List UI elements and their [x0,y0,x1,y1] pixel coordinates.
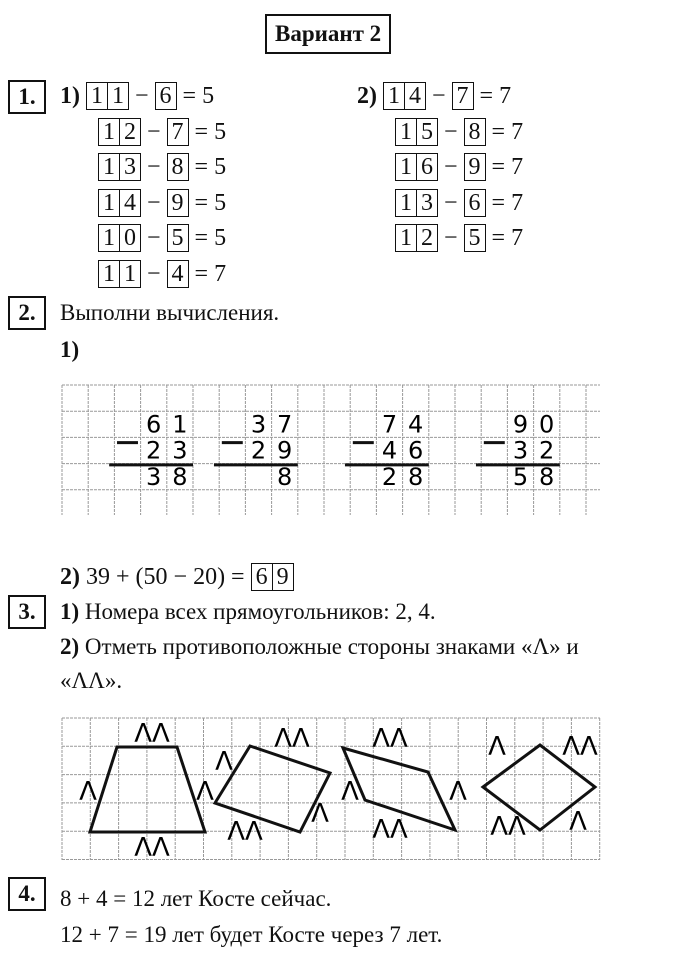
minus-sign: − [147,154,161,180]
double-side-mark: ΛΛ [372,815,408,845]
double-side-mark: ΛΛ [274,724,310,754]
subtrahend-box [452,82,474,110]
result: 7 [214,260,227,287]
minuend-box [98,118,141,146]
equation-row [395,224,523,252]
minuend-box [383,82,426,110]
equation-row [357,82,511,110]
subtrahend-box [464,189,486,217]
equals-sign: = [194,118,209,145]
equation-row [395,189,523,217]
digit: 7 [171,118,184,145]
single-side-mark: Λ [488,732,506,762]
equation-row [395,118,523,146]
subtrahend-box [167,153,189,181]
digit: 1 [107,83,128,109]
equation-row [60,82,214,110]
minuend-box [395,224,438,252]
digit: 5 [416,119,437,145]
double-side-mark: ΛΛ [372,724,408,754]
digit: 5 [512,462,529,491]
equation-row [98,260,226,288]
equals-sign: = [491,189,506,216]
digit: 4 [171,260,184,287]
task-2-part-1-label: 1) [60,337,80,362]
result: 7 [511,225,524,251]
digit: 1 [400,118,412,145]
equals-sign: = [479,83,494,109]
task-3-part-2 [60,635,579,658]
digit: 4 [381,436,398,465]
task-4-line-1: 8 + 4 = 12 лет Косте сейчас. [60,886,332,911]
digit: 6 [416,154,437,180]
minuend-box [98,189,141,217]
result: 5 [214,189,227,216]
digit: 1 [103,260,115,287]
digit: 1 [91,83,103,109]
digit: 8 [277,462,293,491]
minus-sign: − [444,118,458,145]
minus-sign: − [135,83,149,109]
digit: 9 [277,436,293,465]
result: 5 [214,154,227,180]
task-3-part-1-text: Номера всех прямоугольников: 2, 4. [84,599,436,624]
equals-sign: = [491,225,506,251]
variant-title: Вариант 2 [265,14,391,54]
subtrahend-box [155,82,177,110]
minus-sign: − [147,118,161,145]
digit: 9 [171,189,184,216]
result: 7 [499,83,512,109]
single-side-mark: Λ [341,777,359,807]
digit: 2 [416,225,437,251]
minuend-box [98,260,141,288]
equation-row [98,189,226,217]
single-side-mark: Λ [196,777,214,807]
subtrahend-box [167,224,189,252]
digit: 8 [408,462,424,491]
digit: 1 [103,154,115,180]
digit: 3 [512,436,529,465]
digit: 8 [171,154,184,180]
minuend-box [98,224,141,252]
part-label: 1) [60,83,80,109]
answer-digit: 6 [255,564,268,590]
double-side-mark: ΛΛ [134,719,170,749]
minus-sign: − [147,260,161,287]
minus-sign: − [444,189,458,216]
shapes-grid [0,710,700,870]
digit: 3 [172,436,188,465]
subtrahend-box [464,118,486,146]
digit: 8 [539,462,555,491]
result: 7 [511,189,524,216]
digit: 0 [539,410,555,439]
task-3-part-1 [60,600,436,623]
result: 5 [214,225,227,251]
equals-sign: = [194,260,209,287]
digit: 5 [468,225,481,251]
double-side-mark: ΛΛ [227,817,263,847]
minuend-box [395,189,438,217]
task-4-number: 4. [8,877,46,911]
digit: 8 [172,462,188,491]
digit: 2 [146,436,162,465]
digit: 9 [468,154,481,180]
single-side-mark: Λ [311,799,329,829]
double-side-mark: ΛΛ [562,732,598,762]
digit: 2 [250,436,267,465]
double-side-mark: ΛΛ [134,833,170,863]
result: 7 [511,118,524,145]
equals-sign: = [491,118,506,145]
minus-sign: − [444,225,458,251]
answer-digit: 9 [272,564,293,590]
digit: 4 [408,410,424,439]
task-4-line-2: 12 + 7 = 19 лет будет Косте через 7 лет. [60,922,443,947]
single-side-mark: Λ [449,777,467,807]
trapezoid-shape [90,747,205,832]
minuend-box [86,82,129,110]
calc-grid [0,380,700,520]
task-1-number: 1. [8,80,46,114]
digit: 1 [103,225,115,251]
digit: 2 [381,462,398,491]
minus-sign: − [147,189,161,216]
digit: 2 [119,119,140,145]
digit: 1 [103,118,115,145]
digit: 1 [400,154,412,180]
task-3-part-1-label: 1) [60,599,80,624]
digit: 6 [408,436,424,465]
digit: 6 [468,189,481,216]
digit: 8 [468,118,481,145]
task-3-part-2-label: 2) [60,634,80,659]
digit: 2 [539,436,555,465]
equals-sign: = [194,189,209,216]
single-side-mark: Λ [79,777,97,807]
result: 5 [202,83,215,109]
task-2-part-2-expression: 39 + (50 − 20) = [86,564,245,590]
task-3-part-2-text: Отметь противоположные стороны знаками «Λ» и [84,634,579,659]
equation-row [98,118,226,146]
subtrahend-box [464,224,486,252]
equals-sign: = [182,83,197,109]
digit: 7 [381,410,398,439]
subtrahend-box [167,118,189,146]
task-2-part-2-label: 2) [60,564,80,590]
digit: 3 [416,190,437,216]
minus-sign: − [432,83,446,109]
task-3-number: 3. [8,595,46,629]
task-2-instruction: Выполни вычисления. [60,300,280,325]
digit: 7 [456,83,469,109]
digit: 4 [404,83,425,109]
digit: 6 [146,410,162,439]
digit: 9 [512,410,529,439]
equals-sign: = [491,154,506,180]
digit: 3 [250,410,267,439]
digit: 4 [119,190,140,216]
digit: 1 [400,189,412,216]
digit: 1 [103,189,115,216]
single-side-mark: Λ [215,747,233,777]
single-side-mark: Λ [569,807,587,837]
digit: 5 [171,225,184,251]
equation-row [98,224,226,252]
digit: 1 [119,261,140,287]
digit: 6 [159,83,172,109]
double-side-mark: ΛΛ [490,812,526,842]
digit: 1 [400,225,412,251]
task-2-number: 2. [8,296,46,330]
result: 5 [214,118,227,145]
task-2-part-2 [60,563,294,591]
subtrahend-box [464,153,486,181]
minuend-box [395,153,438,181]
equation-row [395,153,523,181]
minuend-box [395,118,438,146]
task-3-part-2-text-continued: «ΛΛ». [60,668,123,693]
minuend-box [98,153,141,181]
minus-sign: − [444,154,458,180]
digit: 1 [388,83,400,109]
task-2-part-2-answer [251,563,294,591]
subtrahend-box [167,260,189,288]
digit: 7 [277,410,293,439]
digit: 3 [119,154,140,180]
digit: 0 [119,225,140,251]
subtrahend-box [167,189,189,217]
result: 7 [511,154,524,180]
part-label: 2) [357,83,377,109]
equation-row [98,153,226,181]
minus-sign: − [147,225,161,251]
digit: 3 [146,462,162,491]
digit: 1 [172,410,188,439]
equals-sign: = [194,154,209,180]
equals-sign: = [194,225,209,251]
